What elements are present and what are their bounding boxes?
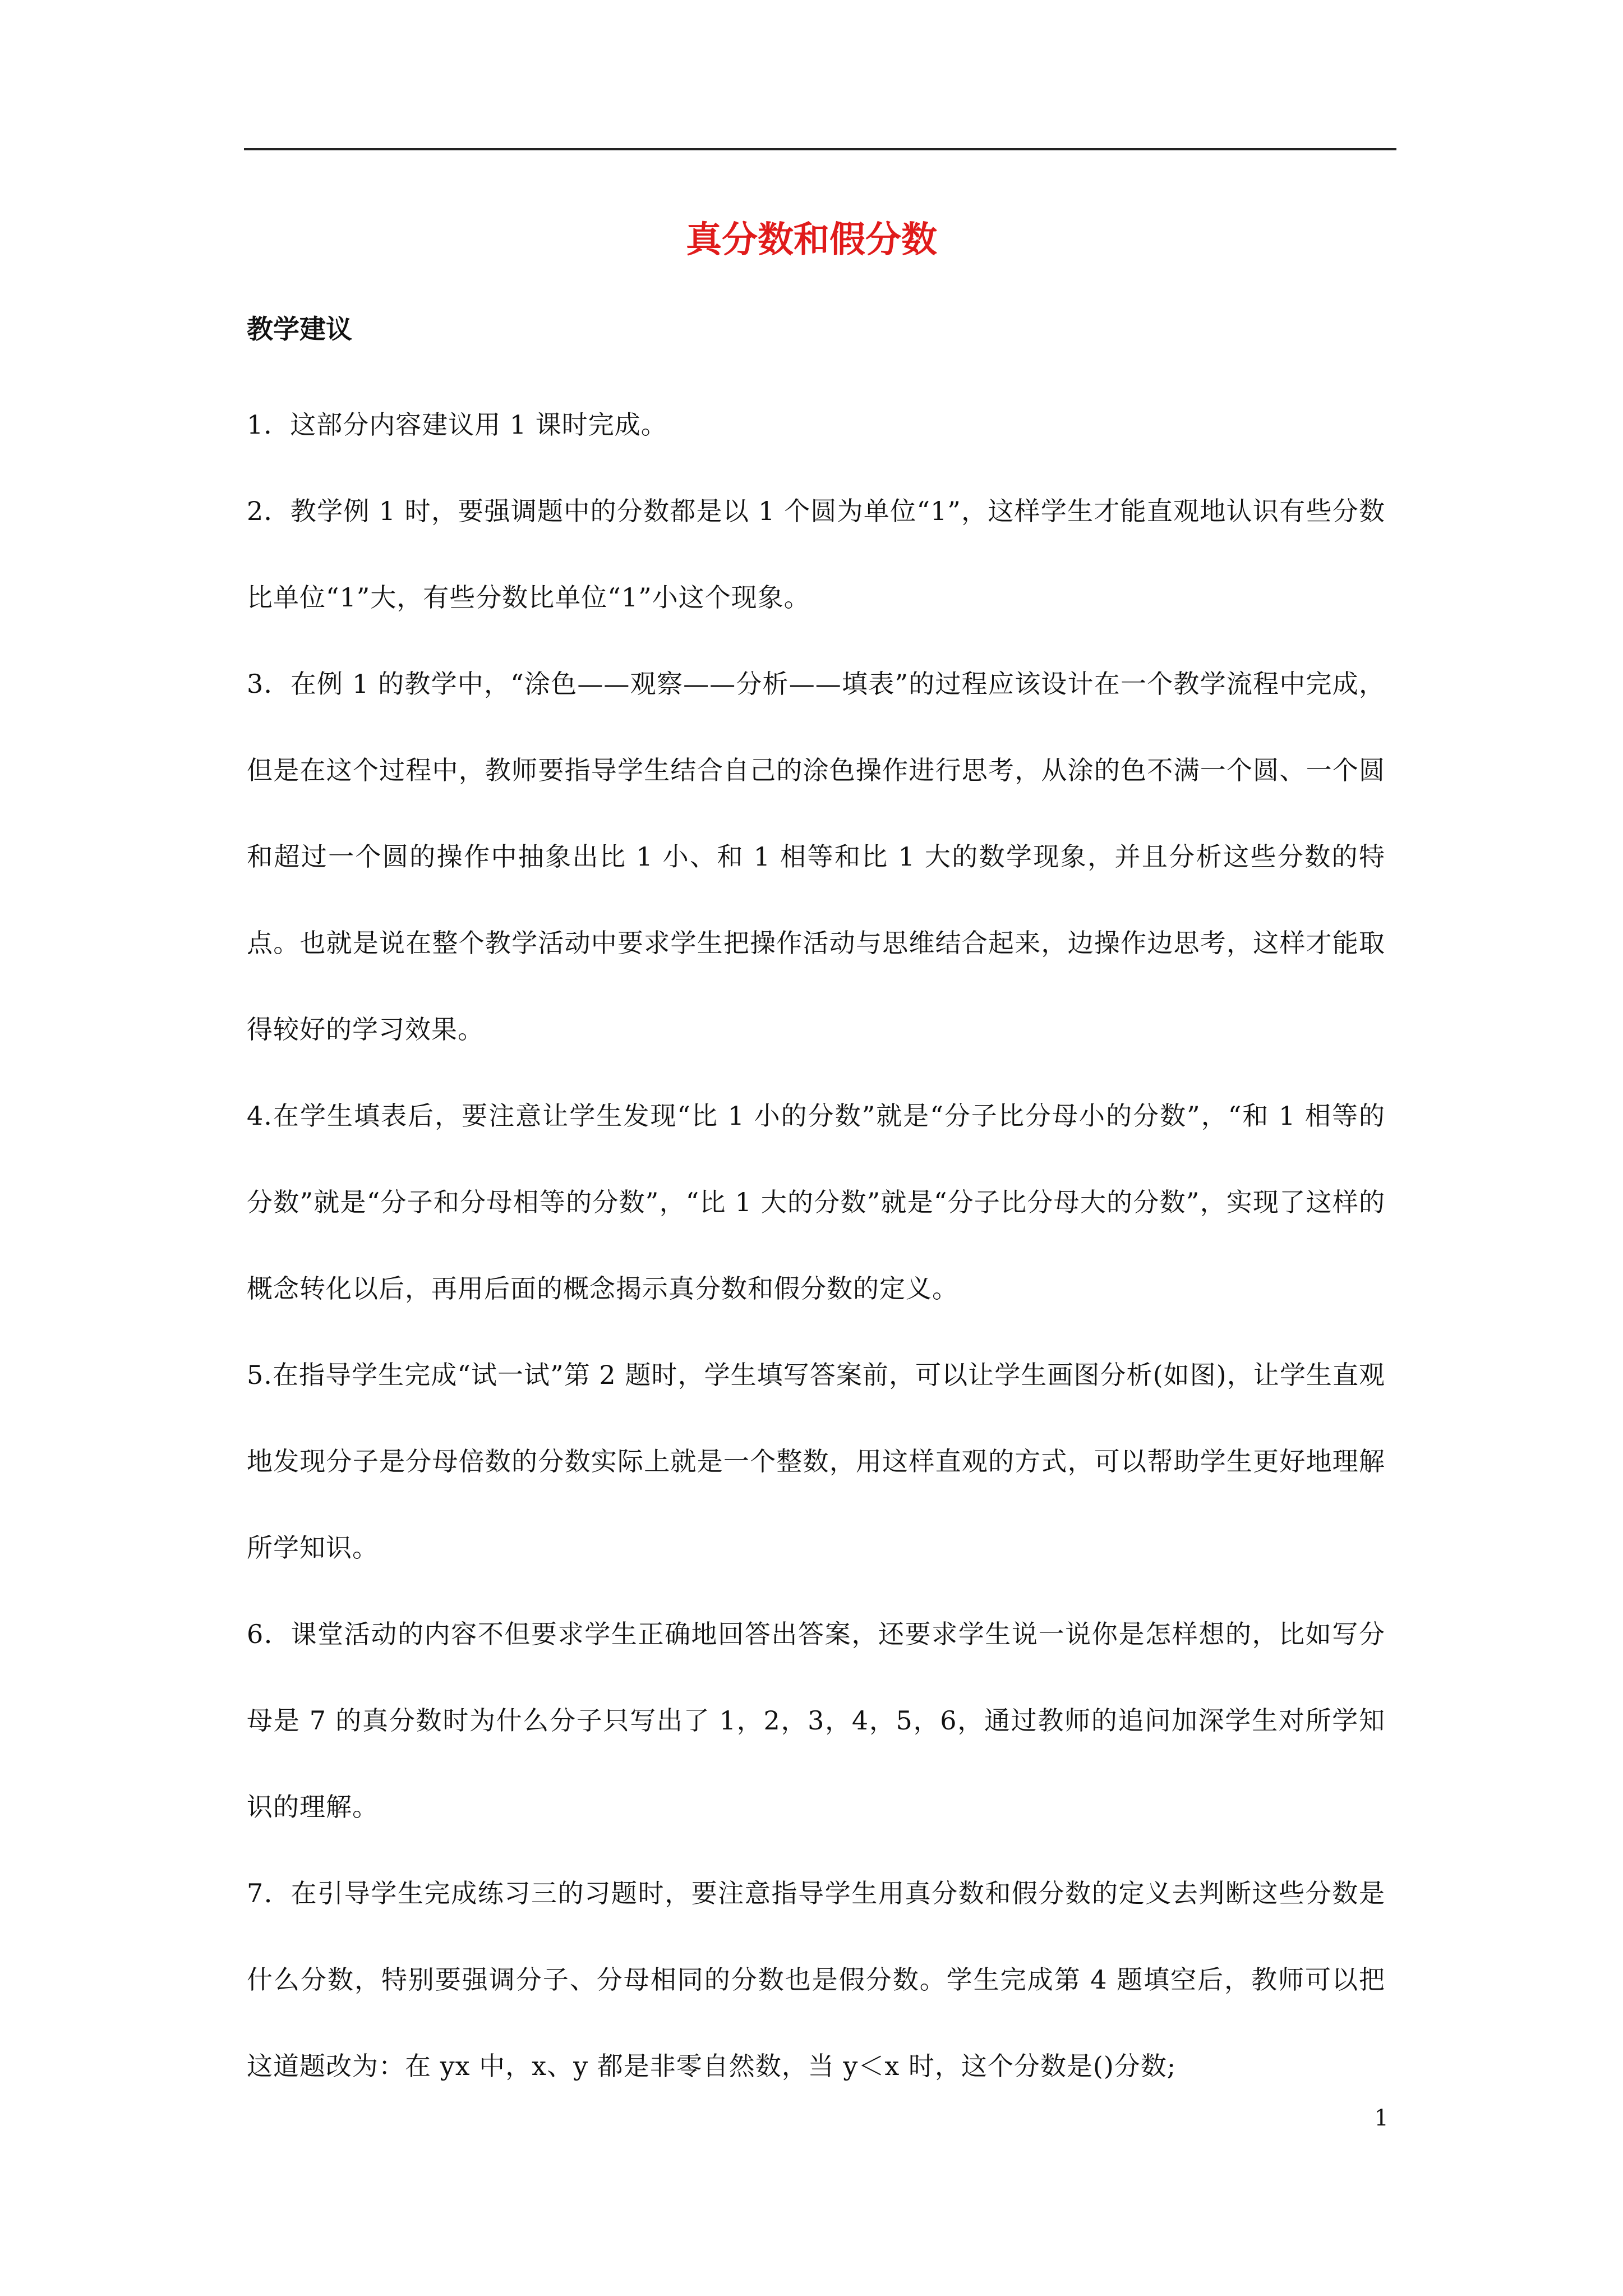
paragraph-1: 1．这部分内容建议用 1 课时完成。	[247, 409, 667, 440]
section-heading: 教学建议	[247, 314, 352, 345]
paragraph-5: 5.在指导学生完成“试一试”第 2 题时，学生填写答案前，可以让学生画图分析(如图)，让学生直观地发现分子是分母倍数的分数实际上就是一个整数，用这样直观的方式，可以帮助学生更好地理解所学知识。	[247, 1360, 1385, 1563]
paragraph-7: 7．在引导学生完成练习三的习题时，要注意指导学生用真分数和假分数的定义去判断这些分数是什么分数，特别要强调分子、分母相同的分数也是假分数。学生完成第 4 题填空后，教师可以把这道题改为：在 yx 中，x、y 都是非零自然数，当 y＜x 时，这个分数是()分数;	[247, 1878, 1385, 2081]
header-rule	[244, 148, 1396, 150]
paragraph-2: 2．教学例 1 时，要强调题中的分数都是以 1 个圆为单位“1”，这样学生才能直观地认识有些分数比单位“1”大，有些分数比单位“1”小这个现象。	[247, 496, 1385, 613]
page-title: 真分数和假分数	[686, 219, 937, 261]
paragraph-4: 4.在学生填表后，要注意让学生发现“比 1 小的分数”就是“分子比分母小的分数”，“和 1 相等的分数”就是“分子和分母相等的分数”，“比 1 大的分数”就是“分子比分母大的分数”，实现了这样的概念转化以后，再用后面的概念揭示真分数和假分数的定义。	[247, 1101, 1385, 1304]
page-number: 1	[1374, 2105, 1389, 2131]
paragraph-3: 3．在例 1 的教学中，“涂色——观察——分析——填表”的过程应该设计在一个教学流程中完成，但是在这个过程中，教师要指导学生结合自己的涂色操作进行思考，从涂的色不满一个圆、一个圆和超过一个圆的操作中抽象出比 1 小、和 1 相等和比 1 大的数学现象，并且分析这些分数的特点。也就是说在整个教学活动中要求学生把操作活动与思维结合起来，边操作边思考，这样才能取得较好的学习效果。	[247, 669, 1385, 1045]
paragraph-6: 6．课堂活动的内容不但要求学生正确地回答出答案，还要求学生说一说你是怎样想的，比如写分母是 7 的真分数时为什么分子只写出了 1，2，3，4，5，6，通过教师的追问加深学生对所学知识的理解。	[247, 1619, 1385, 1822]
body-text	[247, 381, 1385, 2109]
